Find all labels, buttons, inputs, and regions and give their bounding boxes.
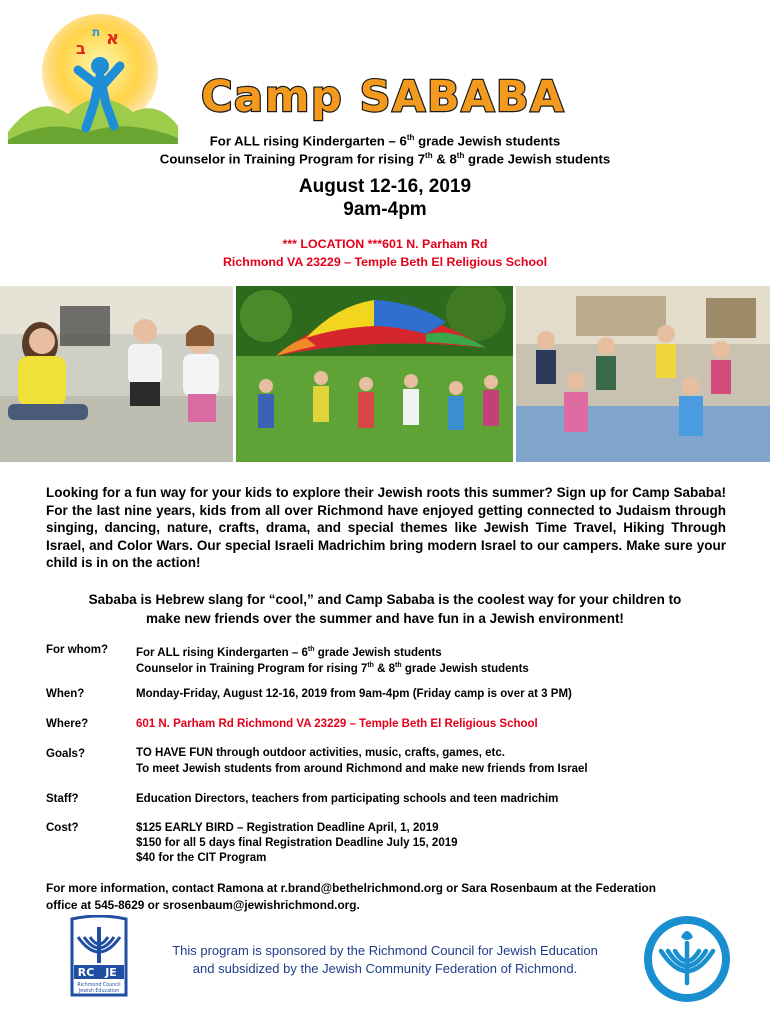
sababa-statement xyxy=(40,591,730,628)
photo-parachute-game xyxy=(236,286,513,462)
location-line-1: *** LOCATION ***601 N. Parham Rd xyxy=(282,237,488,251)
cost-label: Cost? xyxy=(46,822,79,834)
svg-text:ת: ת xyxy=(92,25,101,39)
federation-logo xyxy=(637,913,737,1005)
where-value: 601 N. Parham Rd Richmond VA 23229 – Temple Beth El Religious School xyxy=(136,718,538,730)
rcje-name-2: Jewish Education xyxy=(78,989,120,994)
photo-gym-game xyxy=(516,286,770,462)
contact-line-2: office at 545-8629 or srosenbaum@jewishrichmond.org. xyxy=(46,897,360,912)
title-text: Camp SABABA xyxy=(201,72,565,122)
event-dates: August 12-16, 2019 xyxy=(298,176,472,197)
intro-paragraph: Looking for a fun way for your kids to explore their Jewish roots this summer? Sign up for Camp Sababa! For the last nine years, kids from all over Richmond have enjoyed getting connected to Judaism through singing, dancing, nature, crafts, drama, and special themes like Jewish Time Travel, Hiking Through Israel, and Color Wars. Our special Israeli Madrichim bring modern Israel to our campers. Make sure your child is in on the action! xyxy=(46,485,726,571)
where-label: Where? xyxy=(46,718,89,730)
staff-label: Staff? xyxy=(46,793,79,805)
rcje-abbr-left: RC xyxy=(77,966,95,979)
goals-value-1: TO HAVE FUN through outdoor activities, music, crafts, games, etc. xyxy=(136,747,505,759)
sponsor-note xyxy=(150,942,620,978)
whom-label: For whom? xyxy=(46,644,108,656)
location-line-2: Richmond VA 23229 – Temple Beth El Religious School xyxy=(222,255,548,269)
rcje-abbr-right: JE xyxy=(105,966,117,979)
camp-sababa-sun-logo xyxy=(8,14,178,144)
when-label: When? xyxy=(46,688,85,700)
audience-line-2: Counselor in Training Program for rising 7th & 8th grade Jewish students xyxy=(159,151,611,167)
sponsor-line-1: This program is sponsored by the Richmond Council for Jewish Education xyxy=(172,943,598,958)
rcje-name-1: Richmond Council xyxy=(77,983,121,988)
audience-line-1: For ALL rising Kindergarten – 6th grade Jewish students xyxy=(209,133,561,149)
cost-value-1: $125 EARLY BIRD – Registration Deadline April, 1, 2019 xyxy=(136,822,439,834)
contact-line-1: For more information, contact Ramona at r.brand@bethelrichmond.org or Sara Rosenbaum at the Federation xyxy=(46,881,656,895)
when-value: Monday-Friday, August 12-16, 2019 from 9am-4pm (Friday camp is over at 3 PM) xyxy=(136,688,572,700)
cost-value-3: $40 for the CIT Program xyxy=(136,852,267,864)
sababa-line-1: Sababa is Hebrew slang for “cool,” and Camp Sababa is the coolest way for your children to xyxy=(88,592,682,607)
svg-text:א: א xyxy=(106,28,120,49)
event-hours: 9am-4pm xyxy=(343,199,427,220)
contact-info xyxy=(46,880,736,913)
photo-kids-craft xyxy=(0,286,233,462)
sponsor-line-2: and subsidized by the Jewish Community Federation of Richmond. xyxy=(192,961,578,976)
staff-value: Education Directors, teachers from participating schools and teen madrichim xyxy=(136,793,559,805)
cost-value-2: $150 for all 5 days final Registration Deadline July 15, 2019 xyxy=(136,837,458,849)
rcje-logo xyxy=(64,915,134,999)
camp-title xyxy=(183,68,583,124)
whom-value-2: Counselor in Training Program for rising 7th & 8th grade Jewish students xyxy=(136,662,529,675)
whom-value-1: For ALL rising Kindergarten – 6th grade Jewish students xyxy=(136,646,442,659)
svg-text:ב: ב xyxy=(76,39,86,58)
sababa-line-2: make new friends over the summer and have fun in a Jewish environment! xyxy=(146,610,624,626)
goals-value-2: To meet Jewish students from around Richmond and make new friends from Israel xyxy=(136,763,588,775)
goals-label: Goals? xyxy=(46,748,85,760)
